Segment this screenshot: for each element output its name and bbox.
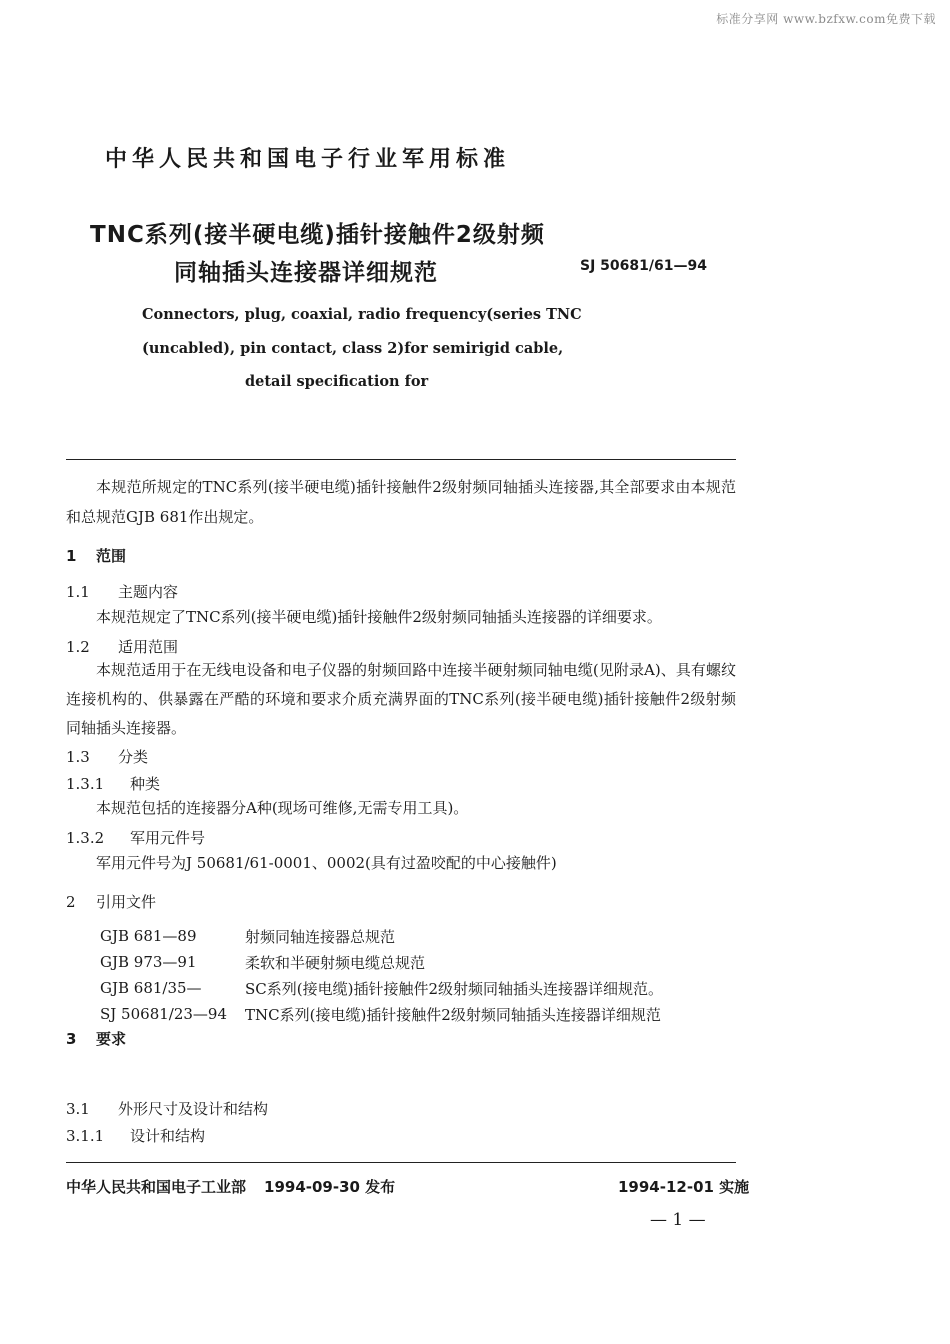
title-cn-line1: TNC系列(接半硬电缆)插针接触件2级射频 bbox=[90, 222, 545, 248]
section-3-1-1-heading bbox=[66, 1125, 205, 1146]
reference-code: SJ 50681/23—94 bbox=[100, 1005, 228, 1023]
section-number: 1.3.1 bbox=[66, 775, 105, 793]
standard-category: 中华人民共和国电子行业军用标准 bbox=[105, 147, 511, 172]
reference-list bbox=[100, 923, 663, 1027]
section-title: 分类 bbox=[118, 748, 149, 766]
reference-title: 柔软和半硬射频电缆总规范 bbox=[245, 953, 426, 972]
title-en-line3: detail specification for bbox=[245, 373, 429, 390]
section-3-heading bbox=[66, 1028, 126, 1049]
bottom-divider bbox=[66, 1162, 736, 1163]
reference-row bbox=[100, 923, 663, 949]
section-title: 范围 bbox=[96, 547, 127, 565]
section-title: 引用文件 bbox=[96, 893, 157, 911]
section-1-3-heading bbox=[66, 746, 148, 767]
title-en-line2: (uncabled), pin contact, class 2)for semirigid cable, bbox=[142, 340, 564, 357]
standard-number: SJ 50681/61—94 bbox=[580, 258, 707, 274]
section-1-1-heading bbox=[66, 581, 178, 602]
section-title: 要求 bbox=[96, 1030, 127, 1048]
section-3-1-heading bbox=[66, 1098, 268, 1119]
section-title: 适用范围 bbox=[118, 638, 179, 656]
section-number: 3 bbox=[66, 1030, 77, 1048]
reference-row bbox=[100, 949, 663, 975]
page-number: — 1 — bbox=[650, 1210, 706, 1230]
title-en-line1: Connectors, plug, coaxial, radio frequency(series TNC bbox=[142, 306, 582, 323]
reference-row bbox=[100, 1001, 663, 1027]
reference-title: 射频同轴连接器总规范 bbox=[245, 927, 396, 946]
section-1-1-body: 本规范规定了TNC系列(接半硬电缆)插针接触件2级射频同轴插头连接器的详细要求。 bbox=[96, 608, 662, 626]
section-1-2-body: 本规范适用于在无线电设备和电子仪器的射频回路中连接半硬射频同轴电缆(见附录A)、具有螺纹连接机构的、供暴露在严酷的环境和要求介质充满界面的TNC系列(接半硬电缆)插针接触件2级射频同轴插头连接器。 bbox=[66, 661, 736, 737]
title-cn-line2: 同轴插头连接器详细规范 bbox=[174, 260, 438, 286]
section-number: 1.1 bbox=[66, 583, 90, 601]
section-1-3-1-body: 本规范包括的连接器分A种(现场可维修,无需专用工具)。 bbox=[96, 799, 469, 817]
reference-code: GJB 681/35— bbox=[100, 979, 202, 997]
section-title: 种类 bbox=[130, 775, 161, 793]
section-2-heading bbox=[66, 891, 156, 912]
top-divider bbox=[66, 459, 736, 460]
section-number: 1.3 bbox=[66, 748, 90, 766]
reference-title: TNC系列(接电缆)插针接触件2级射频同轴插头连接器详细规范 bbox=[245, 1005, 661, 1024]
section-title: 设计和结构 bbox=[130, 1127, 206, 1145]
section-1-3-1-heading bbox=[66, 773, 160, 794]
footer-issuer-block bbox=[66, 1176, 395, 1197]
section-number: 3.1 bbox=[66, 1100, 90, 1118]
section-number: 1.2 bbox=[66, 638, 90, 656]
effective-date: 1994-12-01 实施 bbox=[618, 1178, 750, 1196]
section-number: 1.3.2 bbox=[66, 829, 105, 847]
intro-paragraph: 本规范所规定的TNC系列(接半硬电缆)插针接触件2级射频同轴插头连接器,其全部要求由本规范和总规范GJB 681作出规定。 bbox=[66, 478, 736, 526]
section-1-3-2-body: 军用元件号为J 50681/61-0001、0002(具有过盈咬配的中心接触件) bbox=[96, 854, 557, 872]
section-number: 1 bbox=[66, 547, 77, 565]
reference-code: GJB 681—89 bbox=[100, 927, 197, 945]
section-1-3-2-heading bbox=[66, 827, 205, 848]
watermark: 标准分享网 www.bzfxw.com免费下载 bbox=[716, 12, 936, 26]
section-title: 军用元件号 bbox=[130, 829, 206, 847]
issuer: 中华人民共和国电子工业部 bbox=[66, 1178, 247, 1196]
section-1-heading bbox=[66, 545, 126, 566]
section-number: 3.1.1 bbox=[66, 1127, 105, 1145]
reference-title: SC系列(接电缆)插针接触件2级射频同轴插头连接器详细规范。 bbox=[245, 979, 664, 998]
section-1-2-heading bbox=[66, 636, 178, 657]
section-number: 2 bbox=[66, 893, 76, 911]
section-title: 外形尺寸及设计和结构 bbox=[118, 1100, 269, 1118]
reference-code: GJB 973—91 bbox=[100, 953, 197, 971]
reference-row bbox=[100, 975, 663, 1001]
issue-date: 1994-09-30 发布 bbox=[264, 1178, 396, 1196]
section-title: 主题内容 bbox=[118, 583, 179, 601]
